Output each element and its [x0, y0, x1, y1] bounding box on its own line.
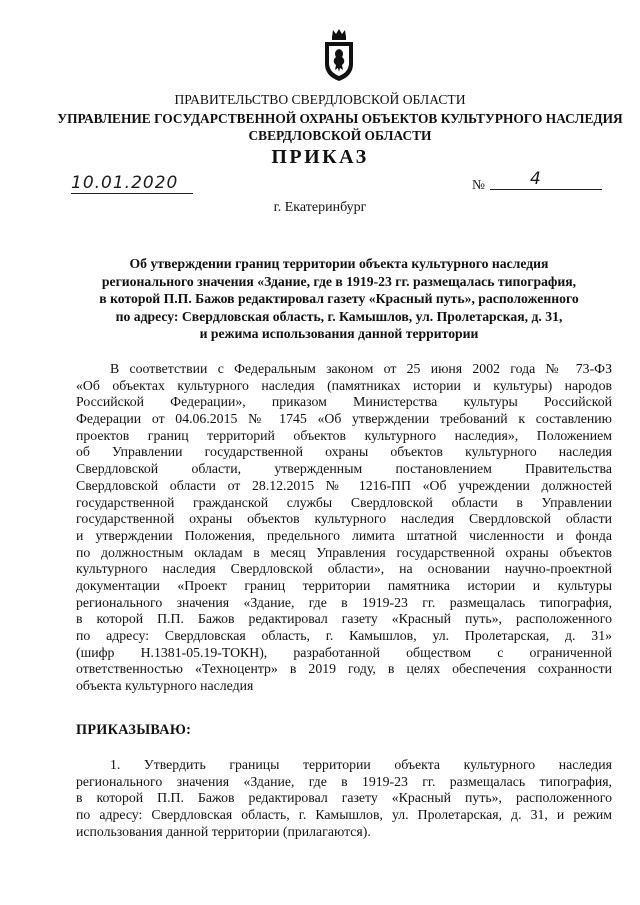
department-line: УПРАВЛЕНИЕ ГОСУДАРСТВЕННОЙ ОХРАНЫ ОБЪЕКТОВ КУЛЬТУРНОГО НАСЛЕДИЯ	[57, 111, 623, 126]
heading-line: и режима использования данной территории	[199, 326, 479, 342]
paragraph-line: (шифр Н.1381-05.19-ТОКН), разработанной обществом с ограниченной	[76, 644, 612, 660]
paragraph-line: и утверждении Положения, предельного лимита штатной численности и фонда	[76, 527, 612, 543]
heading-line: в которой П.П. Бажов редактировал газету «Красный путь», расположенного	[99, 291, 579, 307]
order-directive-word: ПРИКАЗЫВАЮ:	[76, 722, 192, 738]
department-name	[50, 110, 630, 144]
paragraph-line: по адресу: Свердловская область, г. Камышлов, ул. Пролетарская, д. 31, и режим	[76, 807, 612, 823]
document-type-title: ПРИКАЗ	[271, 146, 369, 168]
heading-line: Об утверждении границ территории объекта культурного наследия	[129, 256, 549, 271]
city-name: г. Екатеринбург	[273, 200, 367, 215]
government-name: ПРАВИТЕЛЬСТВО СВЕРДЛОВСКОЙ ОБЛАСТИ	[174, 92, 466, 107]
paragraph-line: регионального значения «Здание, где в 1919-23 гг. размещалась типография,	[76, 773, 612, 789]
paragraph-line: объекта культурного наследия	[76, 678, 254, 694]
order-date-handwritten: 10.01.2020	[71, 173, 179, 193]
paragraph-line: культурного наследия Свердловской области», на основании научно-проектной	[76, 561, 612, 577]
paragraph-line: Российской Федерации», приказом Министерства культуры Российской	[76, 394, 612, 410]
paragraph-line: «Об объектах культурного наследия (памятниках истории и культуры) народов	[76, 377, 612, 393]
paragraph-line: Свердловской области, утвержденным постановлением Правительства	[76, 461, 612, 477]
paragraph-line: Федерации от 04.06.2015 № 1745 «Об утверждении требований к составлению	[76, 411, 612, 427]
paragraph-line: по должностным окладам в месяц Управления государственной охраны объектов	[76, 544, 612, 560]
paragraph-line: по адресу: Свердловская область, г. Камышлов, ул. Пролетарская, д. 31»	[76, 628, 612, 643]
order-number-handwritten: 4	[530, 169, 541, 189]
paragraph-line: регионального значения «Здание, где в 1919-23 гг. размещалась типография,	[76, 594, 612, 610]
order-number-field	[490, 169, 602, 192]
order-heading	[66, 255, 612, 343]
item-1-paragraph	[76, 757, 612, 840]
heading-line: регионального значения «Здание, где в 1919-23 гг. размещалась типография,	[101, 273, 577, 289]
order-date-field	[71, 174, 193, 196]
paragraph-line: в которой П.П. Бажов редактировал газету «Красный путь», расположенного	[76, 611, 612, 627]
preamble-paragraph	[76, 361, 612, 695]
paragraph-line: государственной охраны объектов культурного наследия Свердловской области	[76, 511, 612, 527]
paragraph-line: использования данной территории (прилагаются).	[76, 823, 371, 839]
paragraph-line: государственной гражданской службы Свердловской области в Управлении	[76, 494, 612, 510]
paragraph-line: Свердловской области от 28.12.2015 № 1216-ПП «Об учреждении должностей	[76, 477, 612, 493]
paragraph-line: проектов границ территорий объектов культурного наследия», Положением	[76, 427, 612, 443]
paragraph-line: в которой П.П. Бажов редактировал газету «Красный путь», расположенного	[76, 790, 612, 806]
paragraph-line: документации «Проект границ территории памятника истории и культуры	[76, 577, 612, 593]
paragraph-line: 1. Утвердить границы территории объекта культурного наследия	[110, 757, 612, 772]
paragraph-line: ответственностью «Техноцентр» в 2019 году, в целях обеспечения сохранности	[76, 661, 612, 677]
heading-line: по адресу: Свердловская область, г. Камышлов, ул. Пролетарская, д. 31,	[115, 308, 563, 324]
order-number-label: №	[472, 177, 485, 192]
paragraph-line: В соответствии с Федеральным законом от 25 июня 2002 года № 73-ФЗ	[110, 361, 612, 376]
department-line: СВЕРДЛОВСКОЙ ОБЛАСТИ	[248, 128, 432, 143]
date-underline	[71, 193, 193, 194]
number-underline	[490, 189, 602, 190]
paragraph-line: об Управлении государственной охраны объектов культурного наследия	[76, 444, 612, 460]
coat-of-arms-emblem	[323, 28, 355, 82]
